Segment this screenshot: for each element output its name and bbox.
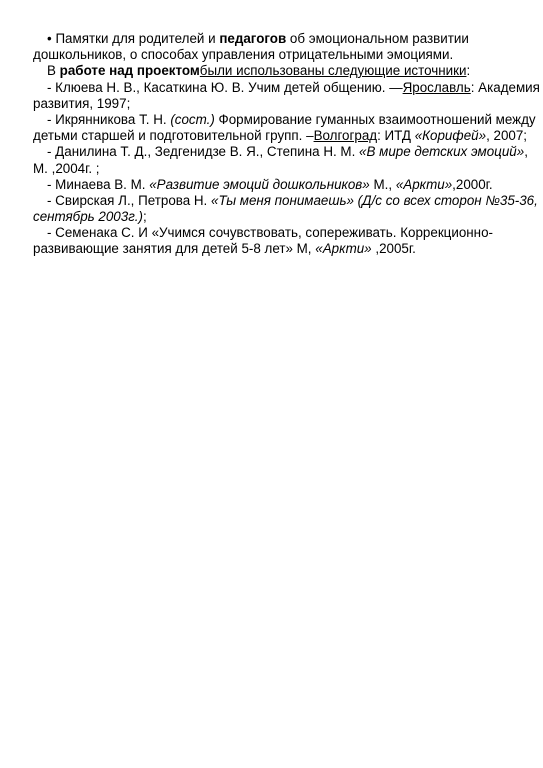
- source-text: детьми старшей и подготовительной групп. –: [33, 128, 314, 144]
- document-page: [33, 31, 540, 258]
- source-italic-text: «Развитие эмоций дошкольников»: [149, 176, 370, 192]
- source-city-link[interactable]: Волгоград: [313, 128, 378, 144]
- source-italic-text: «В мире детских эмоций»: [359, 144, 525, 160]
- source-1-line-2: [33, 96, 513, 112]
- source-italic-text: сентябрь 2003г.): [33, 209, 143, 225]
- source-text: развития, 1997;: [33, 95, 131, 111]
- source-text: ;: [142, 209, 147, 225]
- source-text: , 2007;: [486, 128, 528, 144]
- bullet: •: [47, 31, 52, 46]
- memo-text: дошкольников, о способах управления отрицательными эмоциями.: [33, 47, 454, 63]
- source-city-link[interactable]: Ярославль: [402, 79, 471, 95]
- source-1-line-1: [33, 79, 540, 96]
- source-text: ,2000г.: [452, 176, 493, 192]
- source-italic-text: «Аркти»: [395, 176, 453, 192]
- intro-text: В: [47, 63, 56, 79]
- source-italic-text: «Аркти»: [315, 241, 372, 257]
- source-text: : ИТД: [377, 128, 411, 144]
- memo-line-2: [33, 47, 513, 63]
- memo-text: об эмоциональном развитии: [289, 31, 469, 46]
- source-5-line-1: [33, 192, 538, 209]
- source-text: - Икрянникова Т. Н.: [47, 111, 167, 127]
- source-text: - Свирская Л., Петрова Н.: [47, 192, 208, 208]
- source-6-line-1: [33, 225, 513, 241]
- source-text: : Академия: [470, 79, 540, 95]
- source-text: ,2005г.: [375, 241, 416, 257]
- intro-bold-text: работе над проектом: [59, 63, 200, 79]
- sources-intro: [33, 63, 513, 79]
- source-italic-text: «Корифей»: [414, 128, 487, 144]
- source-text: - Данилина Т. Д., Зедгенидзе В. Я., Степина Н. М.: [47, 144, 356, 160]
- source-text: М. ,2004г. ;: [33, 160, 100, 176]
- memo-line-1: [33, 31, 513, 47]
- source-text: ,: [524, 144, 528, 160]
- source-2-line-2: [33, 128, 528, 144]
- source-text: М.,: [373, 176, 393, 192]
- source-5-line-2: [33, 209, 513, 225]
- source-text: - Клюева Н. В., Касаткина Ю. В. Учим детей общению. —: [47, 79, 403, 95]
- source-3-line-1: [33, 144, 528, 160]
- source-text: - Минаева В. М.: [47, 176, 146, 192]
- source-italic-text: «Ты меня понимаешь» (Д/с со всех сторон №35-36,: [211, 192, 538, 208]
- intro-text: :: [466, 63, 471, 79]
- memo-text: Памятки для родителей и: [55, 31, 216, 46]
- source-italic-text: (сост.): [170, 111, 215, 127]
- intro-underlined-text: были использованы следующие источники: [199, 63, 467, 79]
- source-4-line-1: [33, 177, 513, 193]
- source-text: Формирование гуманных взаимоотношений между: [218, 111, 536, 127]
- source-text: - Семенака С. И «Учимся сочувствовать, сопереживать. Коррекционно-: [47, 225, 493, 241]
- source-3-line-2: [33, 161, 513, 177]
- source-6-line-2: [33, 241, 513, 257]
- source-text: развивающие занятия для детей 5-8 лет» М,: [33, 241, 312, 257]
- source-2-line-1: [33, 111, 536, 128]
- memo-bold-text: педагогов: [219, 31, 287, 46]
